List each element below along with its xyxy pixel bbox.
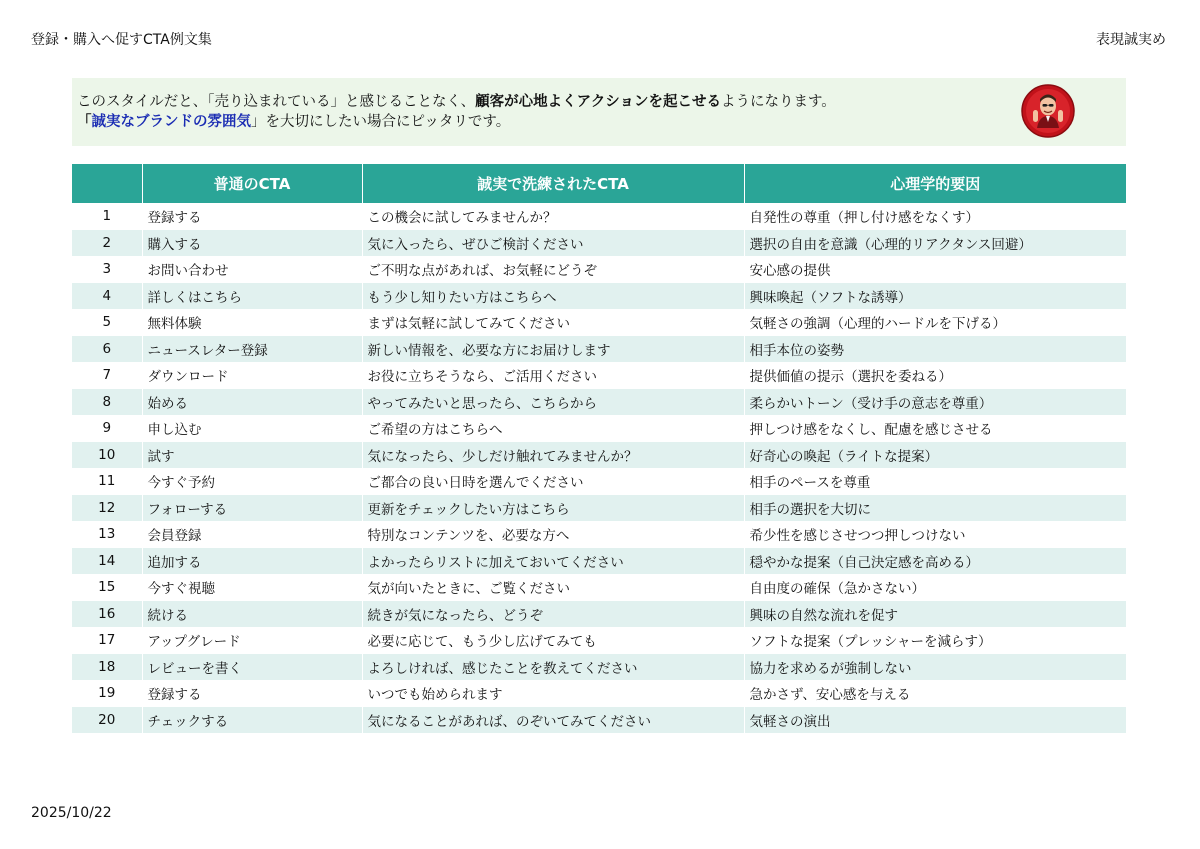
table-row: [72, 627, 1126, 654]
row-number: 11: [72, 468, 142, 495]
row-number: 6: [72, 336, 142, 363]
honest-cta-cell: よろしければ、感じたことを教えてください: [362, 654, 744, 681]
plain-cta-cell: お問い合わせ: [142, 256, 362, 283]
psychology-cell: 急かさず、安心感を与える: [744, 680, 1126, 707]
intro-line-1: [77, 93, 836, 111]
plain-cta-cell: フォローする: [142, 495, 362, 522]
row-number: 16: [72, 601, 142, 628]
plain-cta-cell: レビューを書く: [142, 654, 362, 681]
plain-cta-cell: 今すぐ視聴: [142, 574, 362, 601]
row-number: 1: [72, 203, 142, 230]
honest-cta-cell: もう少し知りたい方はこちらへ: [362, 283, 744, 310]
table-row: [72, 680, 1126, 707]
table-row: [72, 336, 1126, 363]
intro-box: [72, 78, 1126, 146]
table-row: [72, 574, 1126, 601]
honest-cta-cell: ご都合の良い日時を選んでください: [362, 468, 744, 495]
psychology-cell: 自由度の確保（急かさない）: [744, 574, 1126, 601]
cta-table: [72, 164, 1126, 733]
honest-cta-cell: お役に立ちそうなら、ご活用ください: [362, 362, 744, 389]
psychology-cell: 自発性の尊重（押し付け感をなくす）: [744, 203, 1126, 230]
row-number: 14: [72, 548, 142, 575]
psychology-cell: 興味の自然な流れを促す: [744, 601, 1126, 628]
plain-cta-cell: チェックする: [142, 707, 362, 734]
honest-cta-cell: 更新をチェックしたい方はこちら: [362, 495, 744, 522]
table-row: [72, 362, 1126, 389]
plain-cta-cell: 登録する: [142, 680, 362, 707]
intro-line-1-emphasis: 顧客が心地よくアクションを起こせる: [475, 94, 721, 110]
honest-cta-cell: 続きが気になったら、どうぞ: [362, 601, 744, 628]
column-header-psychology: 心理学的要因: [744, 164, 1126, 203]
honest-cta-cell: この機会に試してみませんか？: [362, 203, 744, 230]
table-row: [72, 521, 1126, 548]
psychology-cell: 好奇心の喚起（ライトな提案）: [744, 442, 1126, 469]
table-row: [72, 495, 1126, 522]
intro-line-1-part-a: このスタイルだと、「売り込まれている」と感じることなく、: [77, 94, 476, 110]
honest-cta-cell: いつでも始められます: [362, 680, 744, 707]
table-row: [72, 389, 1126, 416]
plain-cta-cell: 詳しくはこちら: [142, 283, 362, 310]
plain-cta-cell: 今すぐ予約: [142, 468, 362, 495]
document-title: 登録・購入へ促すCTA例文集: [31, 32, 212, 48]
table-row: [72, 256, 1126, 283]
psychology-cell: ソフトな提案（プレッシャーを減らす）: [744, 627, 1126, 654]
table-row: [72, 283, 1126, 310]
intro-line-1-part-c: ようになります。: [720, 94, 836, 110]
plain-cta-cell: 会員登録: [142, 521, 362, 548]
plain-cta-cell: ダウンロード: [142, 362, 362, 389]
table-row: [72, 309, 1126, 336]
row-number: 19: [72, 680, 142, 707]
row-number: 7: [72, 362, 142, 389]
psychology-cell: 相手の選択を大切に: [744, 495, 1126, 522]
table-row: [72, 203, 1126, 230]
column-header-plain-cta: 普通のCTA: [142, 164, 362, 203]
row-number: 12: [72, 495, 142, 522]
row-number: 2: [72, 230, 142, 257]
plain-cta-cell: 登録する: [142, 203, 362, 230]
psychology-cell: 協力を求めるが強制しない: [744, 654, 1126, 681]
row-number: 17: [72, 627, 142, 654]
table-row: [72, 415, 1126, 442]
table-row: [72, 442, 1126, 469]
table-row: [72, 548, 1126, 575]
intro-line-2: [77, 113, 510, 131]
row-number: 18: [72, 654, 142, 681]
plain-cta-cell: 無料体験: [142, 309, 362, 336]
plain-cta-cell: 追加する: [142, 548, 362, 575]
psychology-cell: 相手のペースを尊重: [744, 468, 1126, 495]
column-header-number: [72, 164, 142, 203]
table-row: [72, 654, 1126, 681]
honest-cta-cell: よかったらリストに加えておいてください: [362, 548, 744, 575]
honest-cta-cell: まずは気軽に試してみてください: [362, 309, 744, 336]
psychology-cell: 希少性を感じさせつつ押しつけない: [744, 521, 1126, 548]
document-tag: 表現誠実め: [1096, 32, 1166, 48]
row-number: 4: [72, 283, 142, 310]
row-number: 3: [72, 256, 142, 283]
table-header-row: [72, 164, 1126, 203]
plain-cta-cell: ニュースレター登録: [142, 336, 362, 363]
table-row: [72, 601, 1126, 628]
psychology-cell: 提供価値の提示（選択を委ねる）: [744, 362, 1126, 389]
row-number: 15: [72, 574, 142, 601]
psychology-cell: 安心感の提供: [744, 256, 1126, 283]
document-date: 2025/10/22: [31, 805, 112, 821]
psychology-cell: 穏やかな提案（自己決定感を高める）: [744, 548, 1126, 575]
plain-cta-cell: アップグレード: [142, 627, 362, 654]
row-number: 5: [72, 309, 142, 336]
table-row: [72, 468, 1126, 495]
plain-cta-cell: 続ける: [142, 601, 362, 628]
intro-line-2-close-quote: 」を大切にしたい場合にピッタリです。: [251, 114, 511, 130]
psychology-cell: 柔らかいトーン（受け手の意志を尊重）: [744, 389, 1126, 416]
row-number: 9: [72, 415, 142, 442]
table-row: [72, 230, 1126, 257]
plain-cta-cell: 試す: [142, 442, 362, 469]
plain-cta-cell: 申し込む: [142, 415, 362, 442]
psychology-cell: 相手本位の姿勢: [744, 336, 1126, 363]
honest-cta-cell: 特別なコンテンツを、必要な方へ: [362, 521, 744, 548]
honest-cta-cell: やってみたいと思ったら、こちらから: [362, 389, 744, 416]
row-number: 10: [72, 442, 142, 469]
psychology-cell: 押しつけ感をなくし、配慮を感じさせる: [744, 415, 1126, 442]
row-number: 13: [72, 521, 142, 548]
honest-cta-cell: 気に入ったら、ぜひご検討ください: [362, 230, 744, 257]
psychology-cell: 気軽さの強調（心理的ハードルを下げる）: [744, 309, 1126, 336]
psychology-cell: 選択の自由を意識（心理的リアクタンス回避）: [744, 230, 1126, 257]
intro-line-2-brand: 誠実なブランドの雰囲気: [91, 114, 251, 130]
avatar-icon: [1021, 84, 1075, 138]
plain-cta-cell: 始める: [142, 389, 362, 416]
table-body: [72, 203, 1126, 733]
honest-cta-cell: 気になったら、少しだけ触れてみませんか？: [362, 442, 744, 469]
intro-line-2-open-quote: 「: [77, 114, 92, 130]
psychology-cell: 気軽さの演出: [744, 707, 1126, 734]
row-number: 20: [72, 707, 142, 734]
column-header-honest-cta: 誠実で洗練されたCTA: [362, 164, 744, 203]
row-number: 8: [72, 389, 142, 416]
honest-cta-cell: ご不明な点があれば、お気軽にどうぞ: [362, 256, 744, 283]
honest-cta-cell: 新しい情報を、必要な方にお届けします: [362, 336, 744, 363]
plain-cta-cell: 購入する: [142, 230, 362, 257]
honest-cta-cell: ご希望の方はこちらへ: [362, 415, 744, 442]
honest-cta-cell: 気になることがあれば、のぞいてみてください: [362, 707, 744, 734]
honest-cta-cell: 必要に応じて、もう少し広げてみても: [362, 627, 744, 654]
honest-cta-cell: 気が向いたときに、ご覧ください: [362, 574, 744, 601]
table-row: [72, 707, 1126, 734]
psychology-cell: 興味喚起（ソフトな誘導）: [744, 283, 1126, 310]
